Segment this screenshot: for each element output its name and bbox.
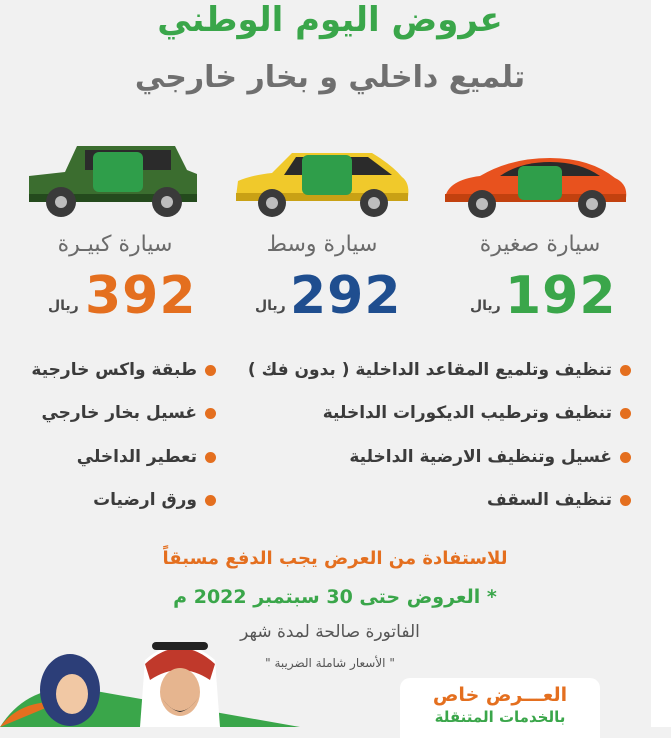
small-car-label: سيارة صغيرة — [479, 232, 601, 257]
people-illustration — [0, 620, 300, 727]
large-car-price: 392 — [85, 266, 197, 326]
special-offer-title: العـــرض خاص — [432, 684, 568, 706]
mid-car-currency: ريال — [255, 298, 286, 314]
prepay-note: للاستفادة من العرض يجب الدفع مسبقاً — [162, 548, 508, 569]
service-item: طبقة واكس خارجية — [31, 360, 216, 380]
small-car-price: 192 — [505, 266, 617, 326]
bullet-icon — [205, 495, 216, 506]
large-car-image — [25, 140, 200, 220]
bullet-icon — [620, 365, 631, 376]
tax-note: " الأسعار شاملة الضريبة " — [265, 656, 395, 670]
car-logo-icon — [518, 166, 562, 200]
car-logo-icon — [302, 155, 352, 195]
special-offer-box — [400, 678, 600, 738]
special-offer-subtitle: بالخدمات المتنقلة — [434, 708, 566, 726]
invoice-note: الفاتورة صالحة لمدة شهر — [240, 622, 420, 642]
bullet-icon — [620, 495, 631, 506]
bullet-icon — [205, 408, 216, 419]
small-car-currency: ريال — [470, 298, 501, 314]
page-subtitle: تلميع داخلي و بخار خارجي — [134, 60, 526, 95]
bullet-icon — [620, 452, 631, 463]
page-title: عروض اليوم الوطني — [157, 0, 503, 40]
service-item: تنظيف السقف — [487, 490, 631, 510]
bullet-icon — [620, 408, 631, 419]
small-car-image — [440, 150, 630, 220]
car-logo-icon — [93, 152, 143, 192]
mid-car-label: سيارة وسط — [266, 232, 378, 257]
mid-car-price: 292 — [290, 266, 402, 326]
service-item: غسيل وتنظيف الارضية الداخلية — [349, 447, 631, 467]
service-item: تنظيف وترطيب الديكورات الداخلية — [323, 403, 631, 423]
service-item: ورق ارضيات — [93, 490, 216, 510]
right-edge — [651, 0, 671, 727]
large-car-currency: ريال — [48, 298, 79, 314]
large-car-label: سيارة كبيـرة — [57, 232, 173, 257]
service-item: تعطير الداخلي — [77, 447, 216, 467]
service-item: غسيل بخار خارجي — [41, 403, 216, 423]
service-item: تنظيف وتلميع المقاعد الداخلية ( بدون فك ) — [248, 360, 631, 380]
validity-note: * العروض حتى 30 سبتمبر 2022 م — [173, 586, 497, 608]
bullet-icon — [205, 452, 216, 463]
mid-car-image — [232, 145, 412, 220]
bullet-icon — [205, 365, 216, 376]
